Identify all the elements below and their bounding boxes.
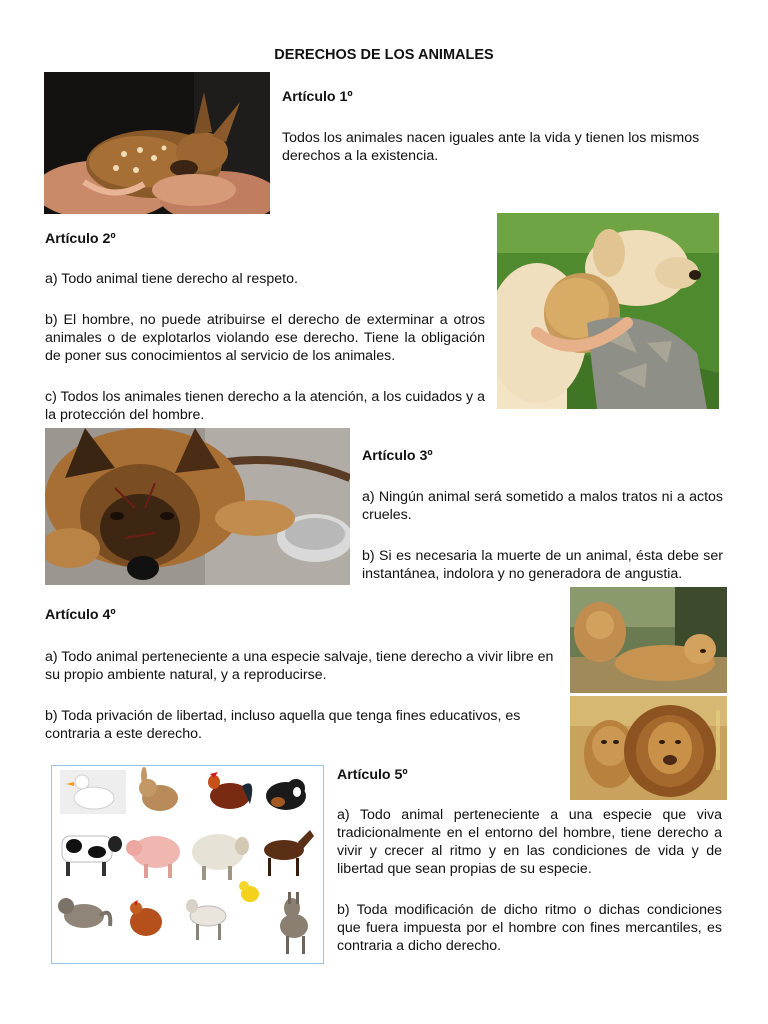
fawn-in-hands-photo <box>44 72 270 214</box>
article-4-text-a: a) Todo animal perteneciente a una especie salvaje, tiene derecho a vivir libre en su propio ambiente natural, y a reproducirse. <box>45 649 554 683</box>
article-2-heading: Artículo 2º <box>45 231 116 247</box>
article-3-heading: Artículo 3º <box>362 448 433 464</box>
article-4-text-b: b) Toda privación de libertad, incluso aquella que tenga fines educativos, es contraria a este derecho. <box>45 708 521 742</box>
article-1-text: Todos los animales nacen iguales ante la vida y tienen los mismos derechos a la existencia. <box>282 130 700 164</box>
article-2-text-b: b) El hombre, no puede atribuirse el derecho de exterminar a otros animales o de explotarlos violando ese derecho. Tiene la obligación de poner sus conocimientos al servicio de los animales. <box>45 312 485 364</box>
article-2-text-c: c) Todos los animales tienen derecho a la atención, a los cuidados y a la protección del hombre. <box>45 389 485 423</box>
injured-dog-photo <box>45 428 350 585</box>
article-1-heading: Artículo 1º <box>282 89 353 105</box>
lion-couple-photo <box>570 696 727 800</box>
article-3-text-a: a) Ningún animal será sometido a malos tratos ni a actos crueles. <box>362 489 723 523</box>
article-5-text-b: b) Toda modificación de dicho ritmo o dichas condiciones que fuera impuesta por el hombre con fines mercantiles, es contraria a dicho derecho. <box>337 902 722 954</box>
farm-animals-collage <box>51 765 324 964</box>
article-2-text-a: a) Todo animal tiene derecho al respeto. <box>45 271 298 287</box>
page-title: DERECHOS DE LOS ANIMALES <box>274 47 494 63</box>
article-5-heading: Artículo 5º <box>337 767 408 783</box>
boy-hugging-dog-photo <box>497 213 719 409</box>
article-5-text-a: a) Todo animal perteneciente a una especie que viva tradicionalmente en el entorno del hombre, tiene derecho a vivir y crecer al ritmo y en las condiciones de vida y de libertad que sean propias de su especie. <box>337 807 722 877</box>
article-4-heading: Artículo 4º <box>45 607 116 623</box>
article-3-text-b: b) Si es necesaria la muerte de un animal, ésta debe ser instantánea, indolora y no generadora de angustia. <box>362 548 723 582</box>
lioness-photo <box>570 587 727 693</box>
